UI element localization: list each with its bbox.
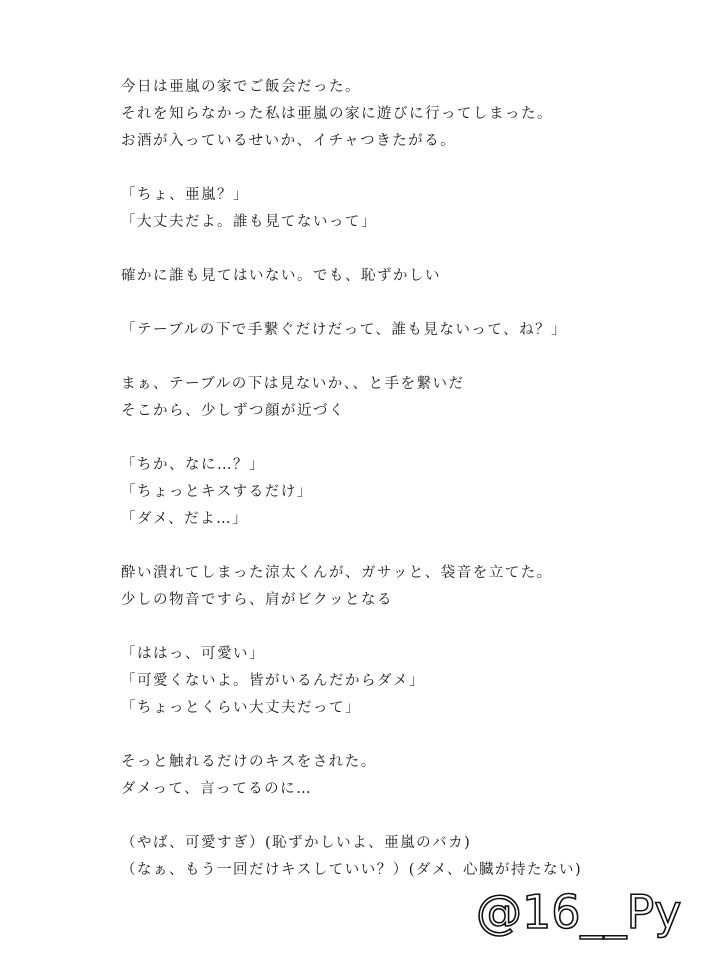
text-line: ダメって、言ってるのに…: [121, 781, 313, 797]
paragraph-gap: [121, 614, 701, 641]
text-line: それを知らなかった私は亜嵐の家に遊びに行ってしまった。: [121, 106, 553, 122]
paragraph: [121, 641, 701, 722]
thought-line: （なぁ、もう一回だけキスしていい？）(ダメ、心臓が持たない): [121, 862, 583, 878]
text-line: 確かに誰も見てはいない。でも、恥ずかしい: [121, 268, 441, 284]
paragraph-gap: [121, 722, 701, 749]
paragraph: [121, 749, 701, 803]
text-line: お酒が入っているせいか、イチャつきたがる。: [121, 133, 457, 149]
paragraph-gap: [121, 344, 701, 371]
text-line: そこから、少しずつ顔が近づく: [121, 403, 345, 419]
paragraph-gap: [121, 803, 701, 830]
paragraph: [121, 182, 701, 236]
text-line: 今日は亜嵐の家でご飯会だった。: [121, 79, 361, 95]
dialogue-line: 「大丈夫だよ。誰も見てないって」: [121, 214, 377, 230]
text-line: まぁ、テーブルの下は見ないか、、と手を繋いだ: [121, 376, 465, 392]
text-line: 少しの物音ですら、肩がビクッとなる: [121, 592, 393, 608]
paragraph: [121, 74, 701, 155]
text-line: 酔い潰れてしまった涼太くんが、ガサッと、袋音を立てた。: [121, 565, 553, 581]
paragraph: [121, 560, 701, 614]
text-line: そっと触れるだけのキスをされた。: [121, 754, 377, 770]
dialogue-line: 「ははっ、可愛い」: [121, 646, 265, 662]
paragraph: [121, 452, 701, 533]
dialogue-line: 「可愛くないよ。皆がいるんだからダメ」: [121, 673, 425, 689]
paragraph-gap: [121, 425, 701, 452]
dialogue-line: 「テーブルの下で手繋ぐだけだって、誰も見ないって、ね？」: [121, 322, 568, 338]
paragraph: [121, 263, 701, 290]
handwritten-signature: [470, 880, 710, 950]
dialogue-line: 「ダメ、だよ…」: [121, 511, 249, 527]
paragraph: [121, 830, 701, 884]
signature-text: @16__Py: [476, 885, 682, 939]
dialogue-line: 「ちょっとくらい大丈夫だって」: [121, 700, 361, 716]
dialogue-line: 「ちょ、亜嵐？」: [121, 187, 249, 203]
dialogue-line: 「ちか、なに…？」: [121, 457, 265, 473]
paragraph: [121, 371, 701, 425]
story-text: [121, 74, 701, 884]
paragraph-gap: [121, 290, 701, 317]
thought-line: （やば、可愛すぎ）(恥ずかしいよ、亜嵐のバカ): [121, 835, 472, 851]
dialogue-line: 「ちょっとキスするだけ」: [121, 484, 313, 500]
paragraph-gap: [121, 533, 701, 560]
paragraph: [121, 317, 701, 344]
paragraph-gap: [121, 236, 701, 263]
paragraph-gap: [121, 155, 701, 182]
